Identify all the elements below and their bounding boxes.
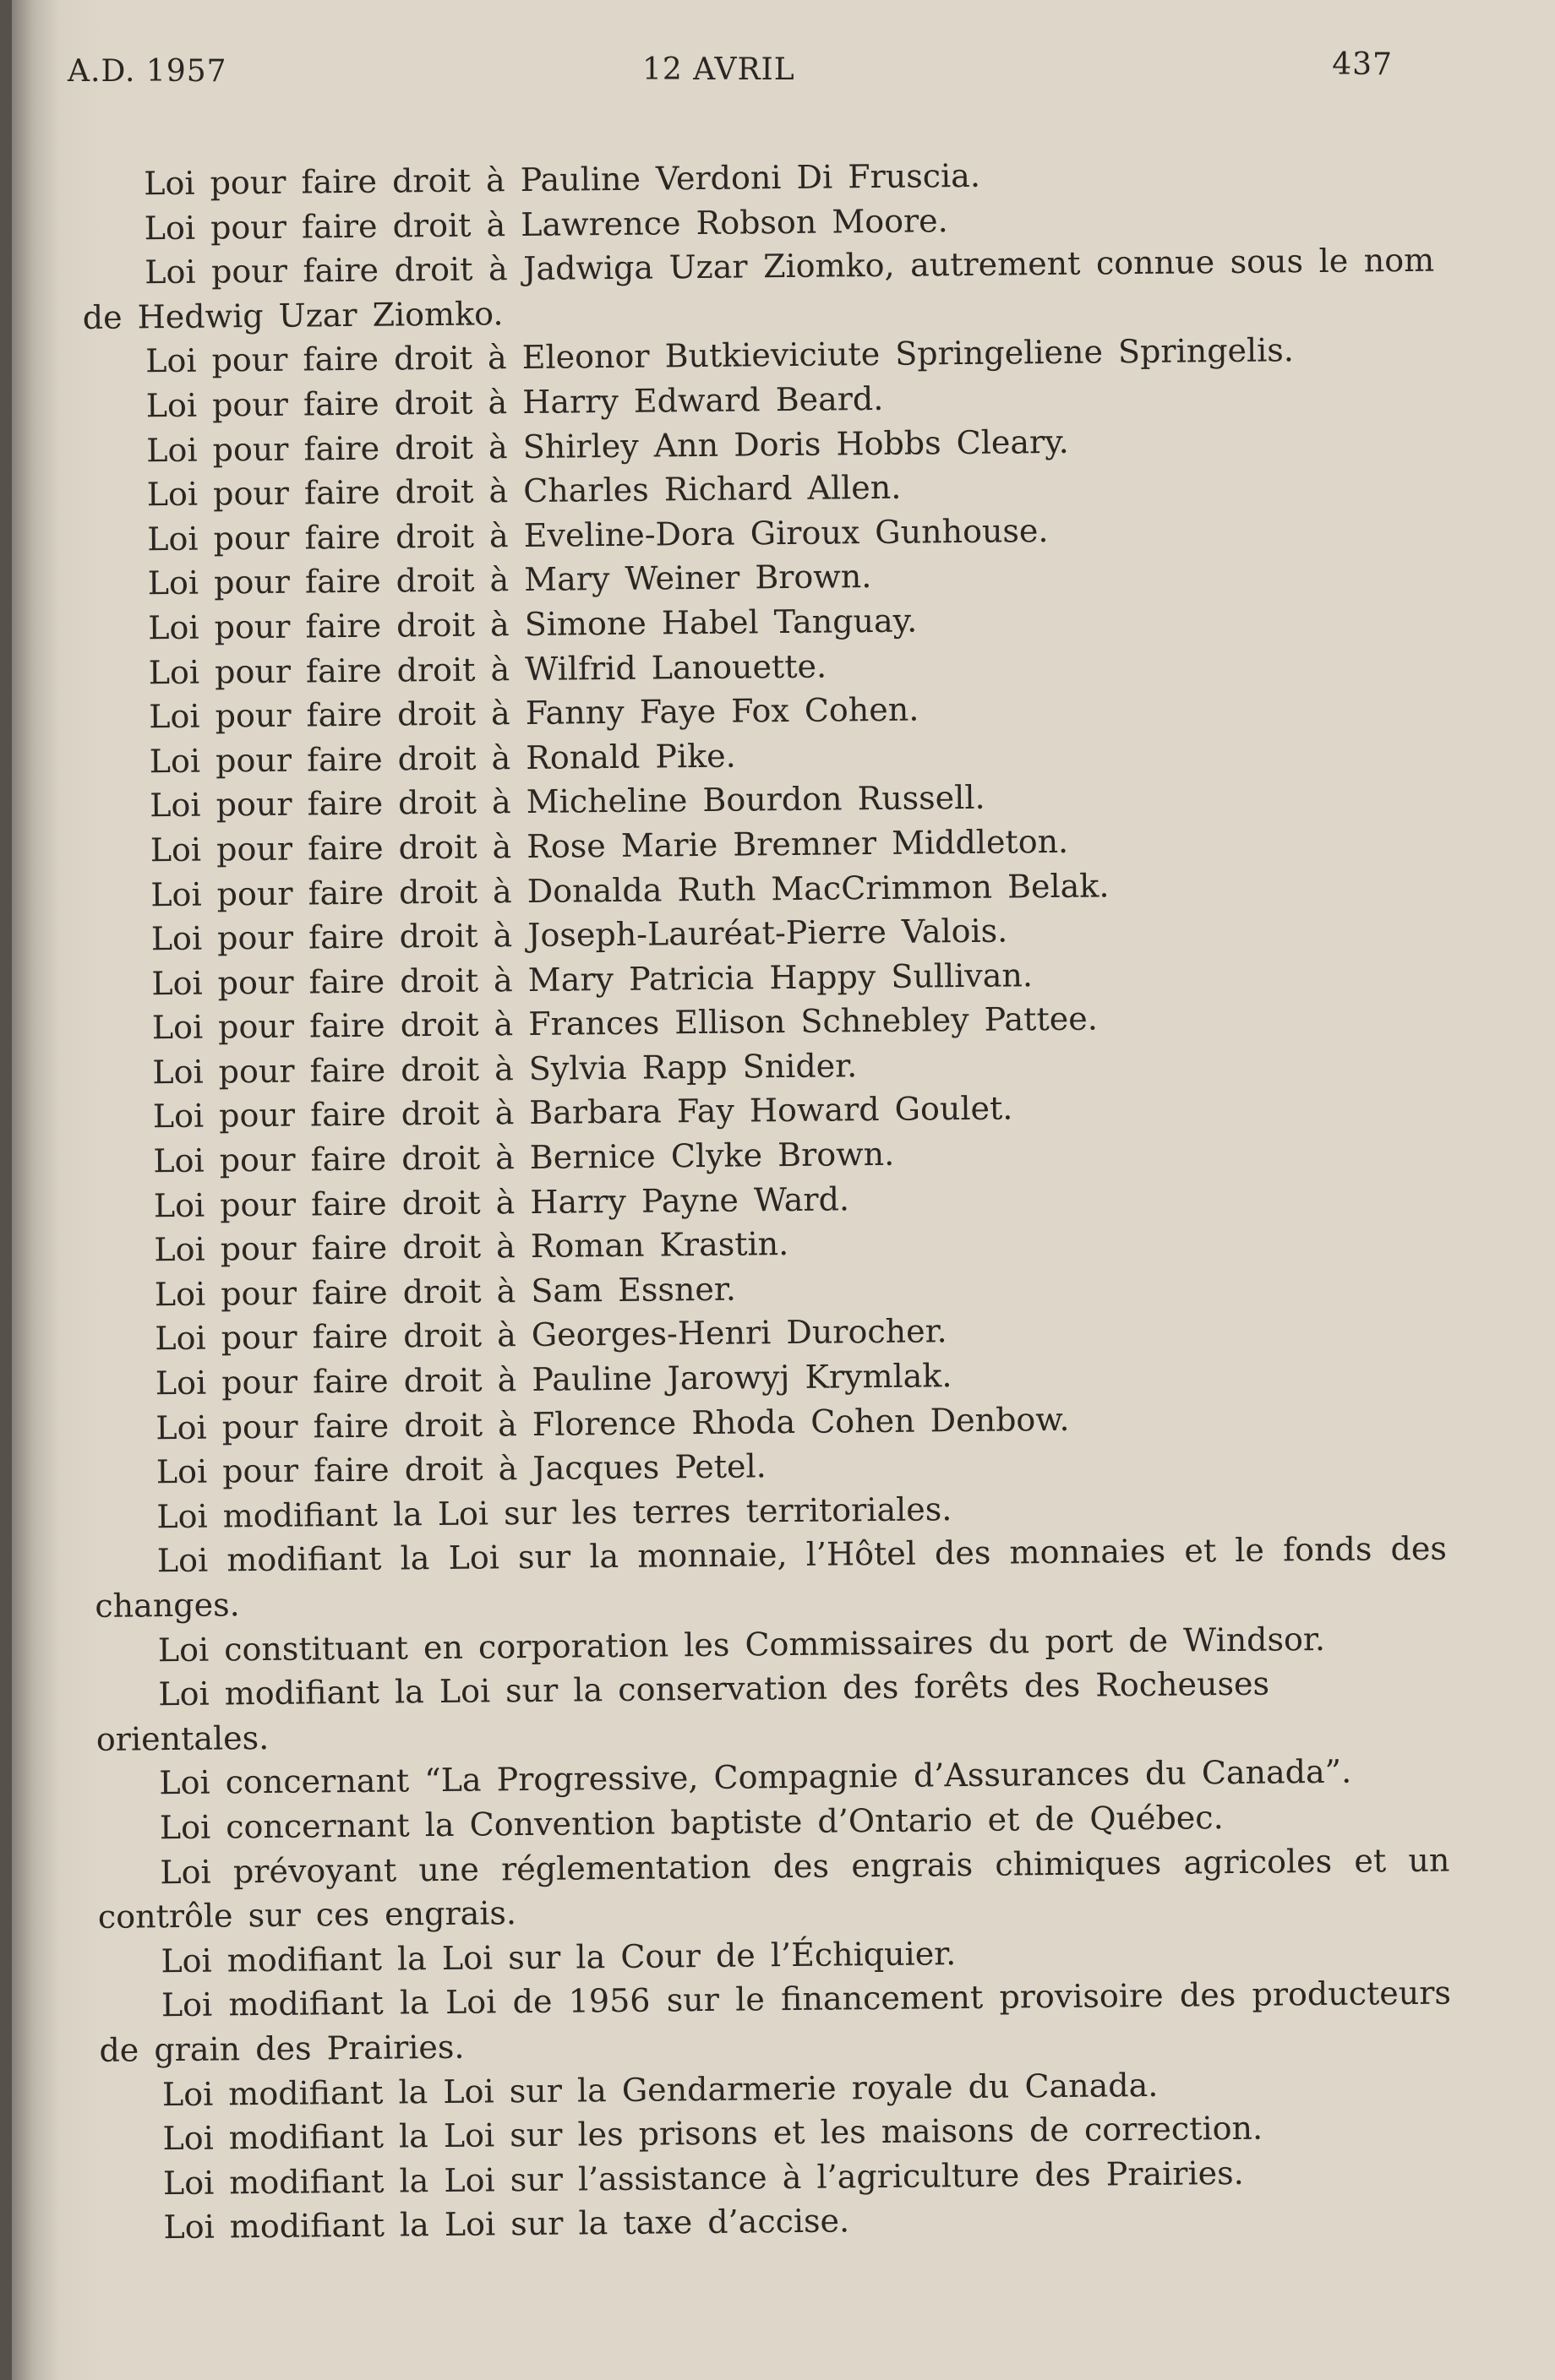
bill-entry: Loi pour faire droit à Roman Krastin.: [154, 1225, 789, 1269]
bill-entry: Loi pour faire droit à Shirley Ann Doris Hobbs Cleary.: [146, 422, 1069, 469]
bill-entry: Loi pour faire droit à Sam Essner.: [154, 1270, 737, 1314]
bill-entry: Loi modifiant la Loi de 1956 sur le financement provisoire des producteurs de grain des Prairies.: [99, 1974, 1452, 2069]
bill-entry: Loi pour faire droit à Jadwiga Uzar Ziomko, autrement connue sous le nom de Hedwig Uzar Ziomko.: [82, 241, 1435, 336]
bill-entry: Loi modifiant la Loi sur l’assistance à l’agriculture des Prairies.: [162, 2154, 1244, 2202]
bill-entry: Loi modifiant la Loi sur la Gendarmerie royale du Canada.: [161, 2066, 1159, 2113]
bill-entry: Loi pour faire droit à Jacques Petel.: [156, 1447, 767, 1491]
bill-entry: Loi pour faire droit à Micheline Bourdon Russell.: [150, 779, 985, 825]
bill-entry: Loi pour faire droit à Eleonor Butkieviciute Springeliene Springelis.: [145, 331, 1295, 380]
bill-entry: Loi modifiant la Loi sur les terres territoriales.: [156, 1490, 952, 1536]
bill-list: [81, 150, 1454, 2251]
bill-entry: Loi pour faire droit à Frances Ellison Schnebley Pattee.: [151, 999, 1098, 1047]
bill-entry: Loi constituant en corporation les Commissaires du port de Windsor.: [157, 1620, 1326, 1669]
bill-entry: Loi pour faire droit à Fanny Faye Fox Cohen.: [149, 690, 919, 736]
bill-entry: Loi pour faire droit à Donalda Ruth MacCrimmon Belak.: [150, 866, 1110, 913]
page-header: [68, 47, 1403, 98]
bill-entry: Loi pour faire droit à Simone Habel Tanguay.: [148, 602, 918, 647]
bill-entry: Loi pour faire droit à Ronald Pike.: [149, 737, 736, 780]
bill-entry: Loi concernant la Convention baptiste d’Ontario et de Québec.: [159, 1799, 1224, 1847]
bill-entry: Loi pour faire droit à Wilfrid Lanouette.: [148, 647, 827, 691]
bill-entry: Loi pour faire droit à Bernice Clyke Brown.: [153, 1135, 895, 1180]
bill-entry: Loi pour faire droit à Georges-Henri Durocher.: [155, 1312, 947, 1358]
bill-entry: Loi concernant “La Progressive, Compagnie d’Assurances du Canada”.: [159, 1753, 1352, 1802]
bill-entry: Loi modifiant la Loi sur la Cour de l’Échiquier.: [161, 1934, 957, 1980]
bill-entry: Loi modifiant la Loi sur les prisons et les maisons de correction.: [162, 2109, 1263, 2158]
bill-entry: Loi pour faire droit à Sylvia Rapp Snider.: [152, 1047, 858, 1092]
bill-entry: Loi pour faire droit à Eveline-Dora Giroux Gunhouse.: [147, 511, 1049, 558]
bill-entry: Loi pour faire droit à Joseph-Lauréat-Pierre Valois.: [150, 912, 1008, 958]
bill-entry: Loi pour faire droit à Charles Richard Allen.: [146, 468, 902, 514]
bill-entry: Loi pour faire droit à Pauline Verdoni Di Fruscia.: [144, 156, 981, 203]
page-number: 437: [1332, 47, 1393, 82]
bill-entry: Loi modifiant la Loi sur la conservation des forêts des Rocheuses orientales.: [95, 1664, 1270, 1758]
bill-entry: Loi pour faire droit à Mary Weiner Brown.: [147, 558, 872, 602]
bill-entry: Loi pour faire droit à Mary Patricia Happy Sullivan.: [151, 956, 1034, 1002]
bill-entry: Loi pour faire droit à Pauline Jarowyj Krymlak.: [155, 1357, 952, 1402]
bill-entry: Loi pour faire droit à Harry Payne Ward.: [153, 1179, 850, 1224]
bill-entry: Loi prévoyant une réglementation des engrais chimiques agricoles et un contrôle sur ces engrais.: [97, 1841, 1450, 1936]
bill-entry: Loi pour faire droit à Rose Marie Bremner Middleton.: [150, 822, 1069, 869]
bill-entry: Loi modifiant la Loi sur la taxe d’accise.: [163, 2202, 850, 2247]
bill-entry: Loi modifiant la Loi sur la monnaie, l’Hôtel des monnaies et le fonds des changes.: [95, 1529, 1448, 1625]
bill-entry: Loi pour faire droit à Lawrence Robson Moore.: [144, 201, 948, 247]
header-date: 12 AVRIL: [642, 52, 795, 87]
bill-entry: Loi pour faire droit à Florence Rhoda Cohen Denbow.: [156, 1400, 1070, 1446]
header-year: A.D. 1957: [68, 54, 227, 89]
book-binding-edge: [0, 0, 12, 2380]
bill-entry: Loi pour faire droit à Barbara Fay Howard Goulet.: [152, 1089, 1013, 1136]
bill-entry: Loi pour faire droit à Harry Edward Beard.: [145, 379, 884, 425]
